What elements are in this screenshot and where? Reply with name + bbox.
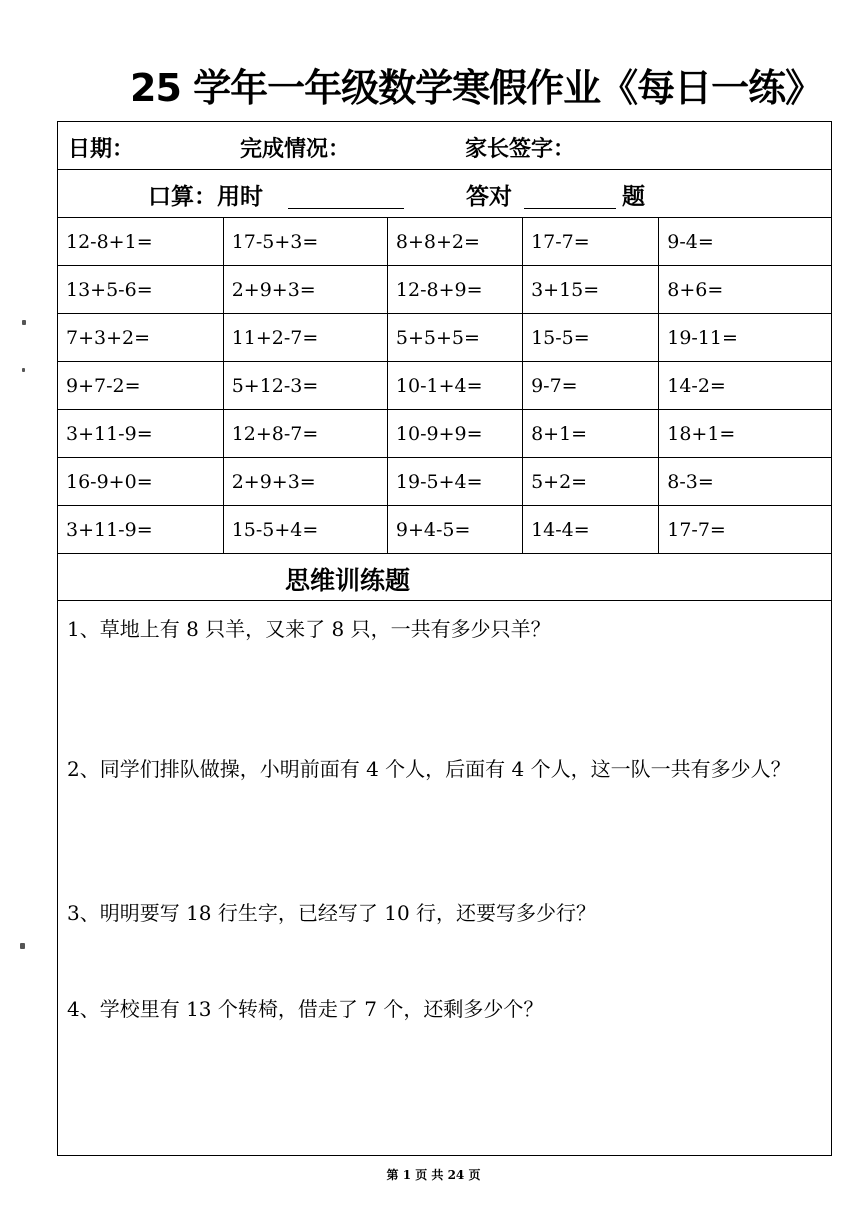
thinking-section-title: 思维训练题 xyxy=(285,566,411,595)
problem-cell: 15-5= xyxy=(523,314,659,362)
problem-cell: 10-9+9= xyxy=(387,410,522,458)
problem-cell: 16-9+0= xyxy=(58,458,223,506)
parent-signature-label: 家长签字： xyxy=(465,137,576,162)
scan-speck xyxy=(20,943,25,949)
worksheet-table xyxy=(57,121,832,1156)
problem-cell: 13+5-6= xyxy=(58,266,223,314)
date-label: 日期： xyxy=(68,137,135,162)
problem-unit-label: 题 xyxy=(622,184,645,210)
problem-cell: 8+6= xyxy=(659,266,831,314)
worksheet-title: 25 学年一年级数学寒假作业《每日一练》 xyxy=(130,66,823,110)
problem-cell: 3+15= xyxy=(523,266,659,314)
page-footer: 第 1 页 共 24 页 xyxy=(386,1168,481,1182)
problem-cell: 5+12-3= xyxy=(223,362,387,410)
word-problem-3: 3、明明要写 18 行生字，已经写了 10 行，还要写多少行？ xyxy=(67,901,597,925)
oral-problem-grid xyxy=(58,218,831,554)
problem-cell: 11+2-7= xyxy=(223,314,387,362)
problem-cell: 2+9+3= xyxy=(223,266,387,314)
problem-cell: 8-3= xyxy=(659,458,831,506)
problem-cell: 17-5+3= xyxy=(223,218,387,266)
problem-cell: 9+4-5= xyxy=(387,506,522,554)
problem-cell: 17-7= xyxy=(523,218,659,266)
problem-cell: 12-8+9= xyxy=(387,266,522,314)
problem-row xyxy=(58,362,831,410)
problem-cell: 10-1+4= xyxy=(387,362,522,410)
oral-time-label: 口算：用时 xyxy=(148,184,263,210)
problem-cell: 8+8+2= xyxy=(387,218,522,266)
word-problem-4: 4、学校里有 13 个转椅，借走了 7 个，还剩多少个？ xyxy=(67,997,544,1021)
problem-cell: 17-7= xyxy=(659,506,831,554)
problem-row xyxy=(58,458,831,506)
problem-cell: 7+3+2= xyxy=(58,314,223,362)
problem-cell: 12-8+1= xyxy=(58,218,223,266)
problem-cell: 8+1= xyxy=(523,410,659,458)
time-blank[interactable] xyxy=(288,208,404,209)
problem-cell: 18+1= xyxy=(659,410,831,458)
problem-cell: 14-4= xyxy=(523,506,659,554)
problem-row xyxy=(58,266,831,314)
correct-count-blank[interactable] xyxy=(524,208,616,209)
problem-cell: 5+2= xyxy=(523,458,659,506)
problem-cell: 19-11= xyxy=(659,314,831,362)
problem-cell: 3+11-9= xyxy=(58,410,223,458)
word-problem-1: 1、草地上有 8 只羊，又来了 8 只，一共有多少只羊？ xyxy=(67,617,551,641)
problem-row xyxy=(58,314,831,362)
problem-cell: 9+7-2= xyxy=(58,362,223,410)
problem-row xyxy=(58,506,831,554)
correct-count-label: 答对 xyxy=(466,184,512,210)
scan-speck xyxy=(22,368,25,372)
word-problem-2: 2、同学们排队做操，小明前面有 4 个人，后面有 4 个人，这一队一共有多少人？ xyxy=(67,757,791,781)
thinking-section-header xyxy=(58,553,831,601)
problem-row xyxy=(58,410,831,458)
oral-calc-row xyxy=(58,170,831,218)
problem-cell: 2+9+3= xyxy=(223,458,387,506)
problem-cell: 9-4= xyxy=(659,218,831,266)
problem-row xyxy=(58,218,831,266)
problem-cell: 14-2= xyxy=(659,362,831,410)
problem-cell: 3+11-9= xyxy=(58,506,223,554)
problem-cell: 9-7= xyxy=(523,362,659,410)
problem-cell: 15-5+4= xyxy=(223,506,387,554)
scan-speck xyxy=(22,320,26,325)
completion-status-label: 完成情况： xyxy=(240,137,351,162)
header-row xyxy=(58,122,831,170)
problem-cell: 19-5+4= xyxy=(387,458,522,506)
problem-cell: 12+8-7= xyxy=(223,410,387,458)
problem-cell: 5+5+5= xyxy=(387,314,522,362)
